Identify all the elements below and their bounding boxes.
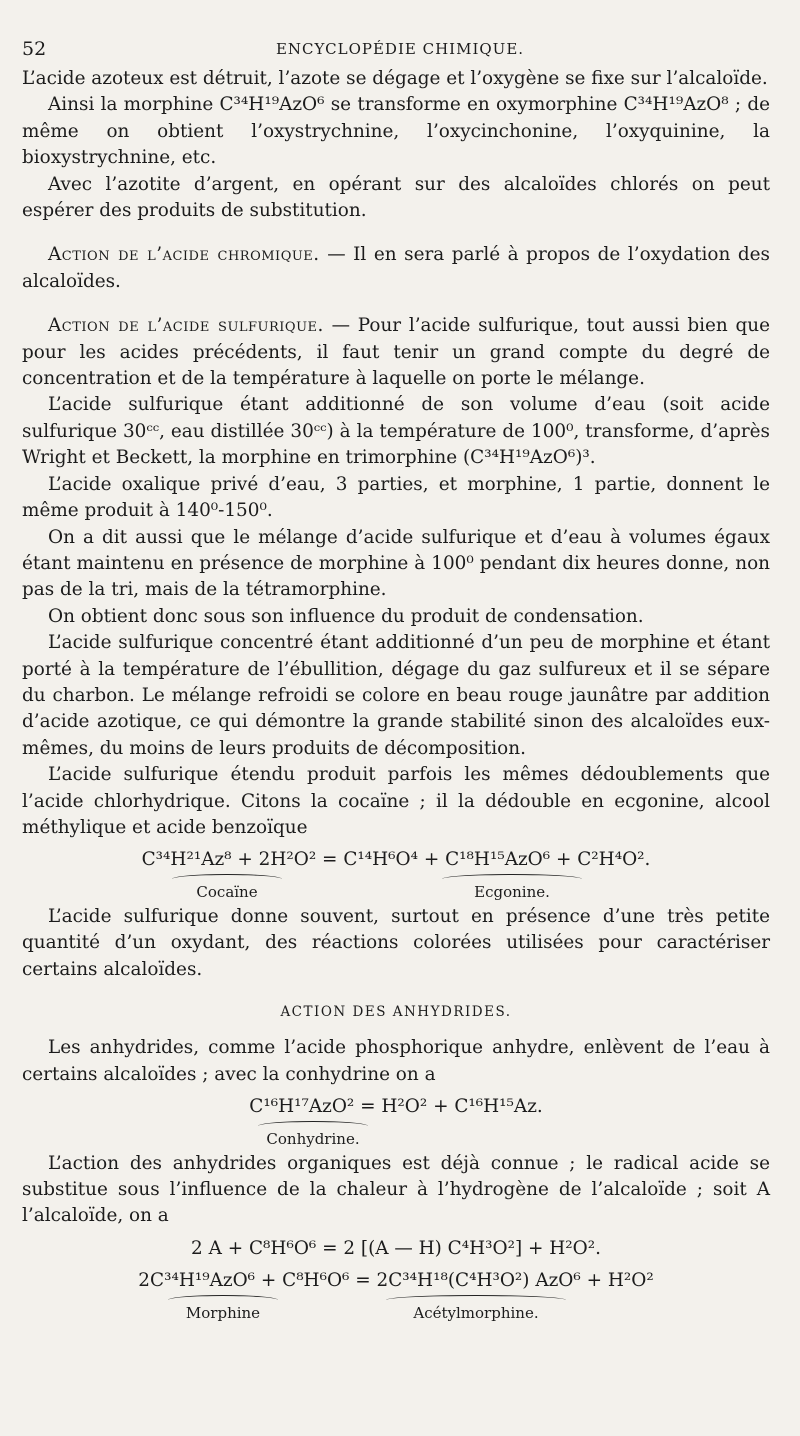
brace-morphine	[168, 1295, 278, 1326]
formula-morphine: 2C³⁴H¹⁹AzO⁶ + C⁸H⁶O⁶ = 2C³⁴H¹⁸(C⁴H³O²) AzO⁶ + H²O²	[138, 1270, 654, 1292]
section-title-anhydrides: ACTION DES ANHYDRIDES.	[280, 1004, 512, 1020]
label-cocaine: Cocaïne	[196, 882, 258, 901]
paragraph: L’acide sulfurique donne souvent, surtout en présence d’une très petite quantité d’un oxydant, des réactions colorées utilisées pour caractériser certains alcaloïdes.	[22, 905, 770, 980]
page-number: 52	[22, 38, 47, 60]
section-heading-sulfuric: Action de l’acide sulfurique.	[48, 315, 324, 337]
paragraph-chromic	[22, 242, 770, 295]
paragraph-text: — Pour l’acide sulfurique, tout aussi bien que pour les acides précédents, il faut tenir un grand compte du degré de concentration et de la température à laquelle on porte le mélange.	[22, 315, 770, 390]
label-ecgonine: Ecgonine.	[474, 882, 550, 901]
brace-ecgonine	[442, 874, 582, 905]
paragraph: Les anhydrides, comme l’acide phosphorique anhydre, enlèvent de l’eau à certains alcaloïdes ; avec la conhydrine on a	[22, 1037, 770, 1085]
paragraph: L’acide sulfurique étant additionné de son volume d’eau (soit acide sulfurique 30ᶜᶜ, eau distillée 30ᶜᶜ) à la température de 100⁰, transforme, d’après Wright et Beckett, la morphine en trimorphine (C³⁴H¹⁹AzO⁶)³.	[22, 394, 770, 469]
paragraph: L’action des anhydrides organiques est déjà connue ; le radical acide se substitue sous l’influence de la chaleur à l’hydrogène de l’alcaloïde ; soit A l’alcaloïde, on a	[22, 1152, 770, 1227]
paragraph: L’acide azoteux est détruit, l’azote se dégage et l’oxygène se fixe sur l’alcaloïde.	[22, 68, 768, 89]
paragraph: On a dit aussi que le mélange d’acide sulfurique et d’eau à volumes égaux étant maintenu en présence de morphine à 100⁰ pendant dix heures donne, non pas de la tri, mais de la tétramorphine.	[22, 526, 770, 601]
body-text	[22, 66, 770, 1325]
running-title: ENCYCLOPÉDIE CHIMIQUE.	[275, 40, 525, 58]
brace-acetylmorphine	[386, 1295, 566, 1326]
paragraph: L’acide sulfurique concentré étant additionné d’un peu de morphine et étant porté à la température de l’ébullition, dégage du gaz sulfureux et il se sépare du charbon. Le mélange refroidi se colore en beau rouge jaunâtre par addition d’acide azotique, ce qui démontre la grande stabilité sinon des alcaloïdes eux-mêmes, du moins de leurs produits de décomposition.	[22, 632, 770, 759]
section-heading-chromic: Action de l’acide chromique.	[48, 244, 320, 266]
page-header	[22, 38, 778, 68]
label-morphine: Morphine	[185, 1303, 261, 1322]
formula-labels	[22, 874, 770, 904]
brace-cocaine	[172, 874, 282, 905]
paragraph-text: — Il en sera parlé à propos de l’oxydation des alcaloïdes.	[22, 244, 770, 292]
brace-conhydrine	[258, 1121, 368, 1152]
label-conhydrine: Conhydrine.	[266, 1129, 360, 1148]
formula-conhydrine: C¹⁶H¹⁷AzO² = H²O² + C¹⁶H¹⁵Az.	[249, 1096, 543, 1118]
paragraph-sulfuric	[22, 313, 770, 392]
formula-labels	[22, 1295, 770, 1325]
paragraph: L’acide oxalique privé d’eau, 3 parties, et morphine, 1 partie, donnent le même produit à 140⁰-150⁰.	[22, 473, 770, 522]
paragraph: L’acide sulfurique étendu produit parfois les mêmes dédoublements que l’acide chlorhydrique. Citons la cocaïne ; il la dédouble en ecgonine, alcool méthylique et acide benzoïque	[22, 764, 770, 838]
formula-labels	[22, 1121, 770, 1151]
paragraph: Ainsi la morphine C³⁴H¹⁹AzO⁶ se transforme en oxymorphine C³⁴H¹⁹AzO⁸ ; de même on obtient l’oxystrychnine, l’oxycinchonine, l’oxyquinine, la bioxystrychnine, etc.	[22, 94, 770, 169]
formula-cocaine: C³⁴H²¹Az⁸ + 2H²O² = C¹⁴H⁶O⁴ + C¹⁸H¹⁵AzO⁶ + C²H⁴O².	[141, 849, 651, 871]
paragraph: Avec l’azotite d’argent, en opérant sur des alcaloïdes chlorés on peut espérer des produits de substitution.	[22, 173, 770, 222]
formula-general: 2 A + C⁸H⁶O⁶ = 2 [(A — H) C⁴H³O²] + H²O².	[191, 1237, 601, 1259]
paragraph: On obtient donc sous son influence du produit de condensation.	[48, 605, 644, 627]
label-acetylmorphine: Acétylmorphine.	[413, 1303, 539, 1322]
